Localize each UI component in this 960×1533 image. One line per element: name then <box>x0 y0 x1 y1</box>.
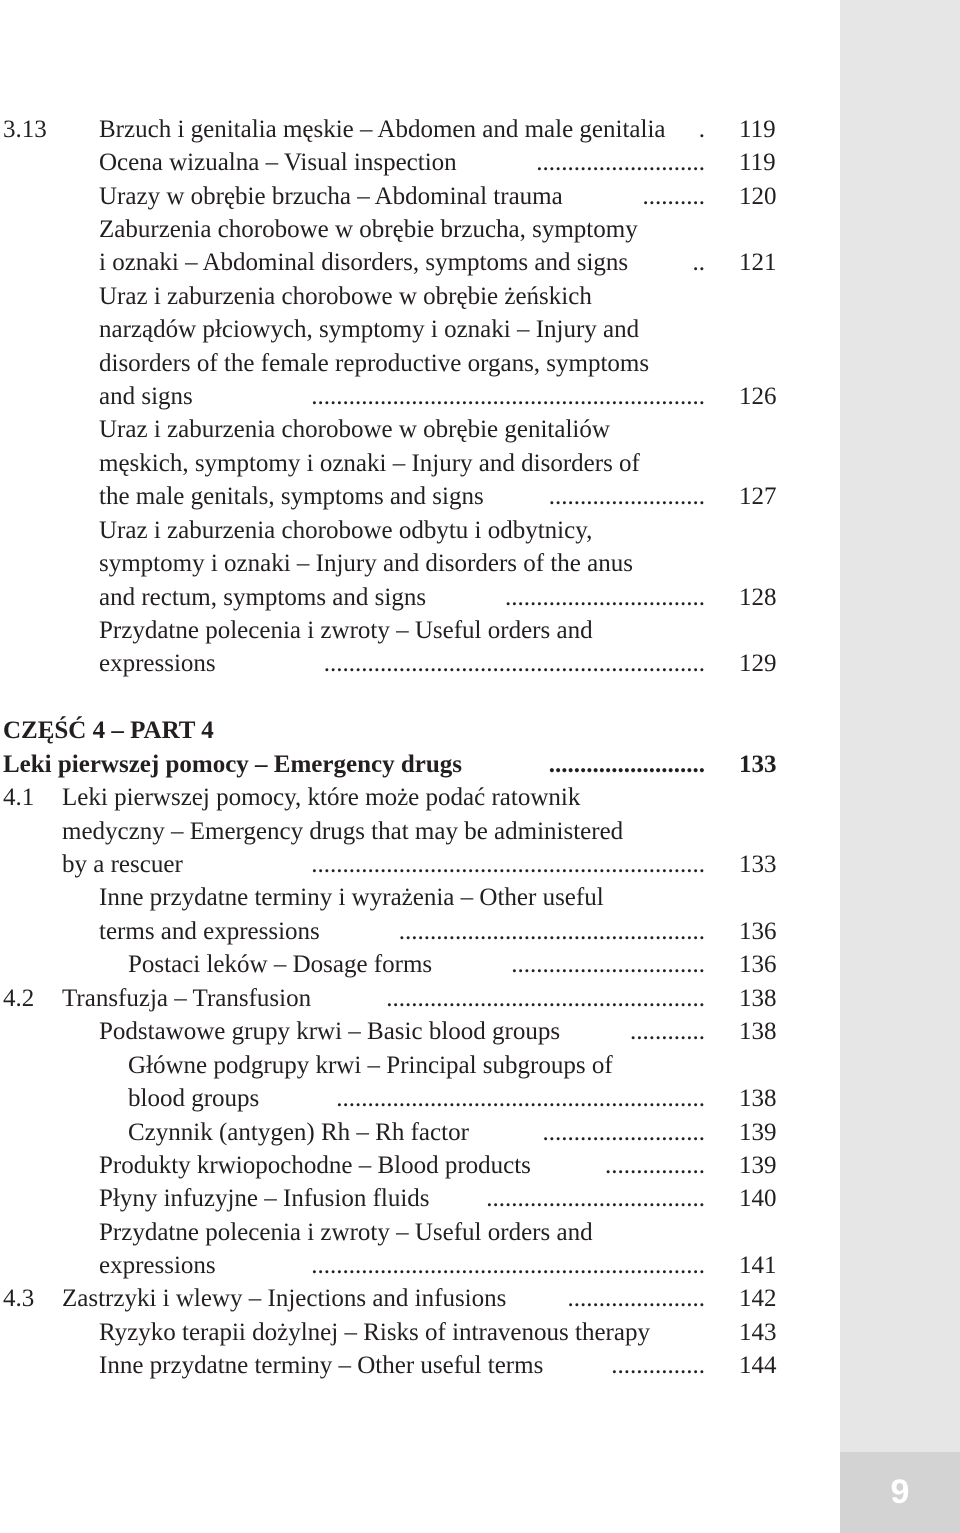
dot-leader: ......................... <box>548 751 705 778</box>
page-ref: 141 <box>739 1252 777 1279</box>
section-number: 4.2 <box>3 985 35 1012</box>
page-ref: 121 <box>739 249 777 276</box>
toc-entry <box>0 213 800 246</box>
dot-leader: ............................... <box>511 951 705 978</box>
toc-entry <box>0 982 800 1015</box>
dot-leader: ................................................. <box>398 918 705 945</box>
dot-leader: . <box>698 116 705 143</box>
section-number: 3.13 <box>3 116 47 143</box>
entry-title: and signs <box>99 383 193 410</box>
dot-leader: ............................................................. <box>323 650 705 677</box>
toc-entry <box>0 781 800 814</box>
entry-title: medyczny – Emergency drugs that may be administered <box>62 818 624 845</box>
section-number: 4.1 <box>3 784 35 811</box>
entry-title: blood groups <box>128 1085 260 1112</box>
page-number: 9 <box>890 1473 910 1511</box>
entry-title: disorders of the female reproductive organs, symptoms <box>99 350 650 377</box>
entry-title: Leki pierwszej pomocy, które może podać ratownik <box>62 784 581 811</box>
toc-entry <box>0 514 800 547</box>
toc-entry <box>0 815 800 848</box>
entry-title: the male genitals, symptoms and signs <box>99 483 484 510</box>
toc-entry <box>0 146 800 179</box>
entry-title: Uraz i zaburzenia chorobowe w obrębie genitaliów <box>99 416 610 443</box>
entry-title: symptomy i oznaki – Injury and disorders of the anus <box>99 550 633 577</box>
entry-title: Inne przydatne terminy i wyrażenia – Other useful <box>99 884 604 911</box>
dot-leader: .. <box>692 249 705 276</box>
dot-leader: ................................... <box>486 1185 705 1212</box>
toc-entry <box>0 547 800 580</box>
entry-title: Płyny infuzyjne – Infusion fluids <box>99 1185 430 1212</box>
page-ref: 143 <box>739 1319 777 1346</box>
toc-entry <box>0 1082 800 1115</box>
dot-leader: ................................................... <box>386 985 705 1012</box>
toc-entry <box>0 447 800 480</box>
entry-title: Ryzyko terapii dożylnej – Risks of intravenous therapy <box>99 1319 650 1346</box>
toc-entry <box>0 1216 800 1249</box>
toc-entry <box>0 1182 800 1215</box>
page-ref: 129 <box>739 650 777 677</box>
entry-title: Uraz i zaburzenia chorobowe w obrębie żeńskich <box>99 283 592 310</box>
entry-title: Brzuch i genitalia męskie – Abdomen and male genitalia <box>99 116 666 143</box>
dot-leader: ........................... <box>536 149 705 176</box>
entry-title: Transfuzja – Transfusion <box>62 985 312 1012</box>
page-ref: 119 <box>739 149 776 176</box>
toc-entry <box>0 246 800 279</box>
entry-title: Leki pierwszej pomocy – Emergency drugs <box>3 751 462 778</box>
dot-leader: .......... <box>642 183 705 210</box>
page-ref: 136 <box>739 918 777 945</box>
toc-entry <box>0 614 800 647</box>
dot-leader: .......................... <box>542 1119 705 1146</box>
toc-entry <box>0 647 800 680</box>
page-ref: 138 <box>739 985 777 1012</box>
toc-entry <box>0 280 800 313</box>
entry-title: expressions <box>99 1252 216 1279</box>
dot-leader: ................ <box>605 1152 705 1179</box>
entry-title: Postaci leków – Dosage forms <box>128 951 433 978</box>
entry-title: Inne przydatne terminy – Other useful terms <box>99 1352 544 1379</box>
section-number: 4.3 <box>3 1285 35 1312</box>
page-ref: 138 <box>739 1018 777 1045</box>
toc-entry <box>0 380 800 413</box>
entry-title: męskich, symptomy i oznaki – Injury and disorders of <box>99 450 640 477</box>
toc-entry <box>0 347 800 380</box>
dot-leader: ......................... <box>548 483 705 510</box>
entry-title: Zastrzyki i wlewy – Injections and infusions <box>62 1285 507 1312</box>
toc-entry <box>0 848 800 881</box>
dot-leader: ............ <box>630 1018 705 1045</box>
toc-entry <box>0 1116 800 1149</box>
page-ref: 126 <box>739 383 777 410</box>
dot-leader: ............................................................... <box>311 1252 705 1279</box>
page-ref: 138 <box>739 1085 777 1112</box>
dot-leader: ................................ <box>505 584 705 611</box>
toc-entry <box>0 1049 800 1082</box>
entry-title: Czynnik (antygen) Rh – Rh factor <box>128 1119 469 1146</box>
dot-leader: ........................................................... <box>336 1085 705 1112</box>
entry-title: Przydatne polecenia i zwroty – Useful orders and <box>99 617 593 644</box>
toc-entry <box>0 1249 800 1282</box>
entry-title: narządów płciowych, symptomy i oznaki – Injury and <box>99 316 640 343</box>
side-margin-band <box>840 0 960 1533</box>
entry-title: Urazy w obrębie brzucha – Abdominal trauma <box>99 183 563 210</box>
toc-entry <box>0 1349 800 1382</box>
page-ref: 133 <box>739 751 777 778</box>
dot-leader: ...................... <box>567 1285 705 1312</box>
toc-entry <box>0 581 800 614</box>
page-number-box <box>840 1452 960 1533</box>
toc-entry <box>0 180 800 213</box>
toc-entry <box>0 1015 800 1048</box>
page-ref: 120 <box>739 183 777 210</box>
entry-title: i oznaki – Abdominal disorders, symptoms and signs <box>99 249 629 276</box>
entry-title: Zaburzenia chorobowe w obrębie brzucha, symptomy <box>99 216 638 243</box>
entry-title: Podstawowe grupy krwi – Basic blood groups <box>99 1018 561 1045</box>
toc-entry <box>0 1316 800 1349</box>
entry-title: Główne podgrupy krwi – Principal subgroups of <box>128 1052 613 1079</box>
page-ref: 133 <box>739 851 777 878</box>
toc-entry <box>0 1149 800 1182</box>
toc-entry <box>0 881 800 914</box>
toc-entry <box>0 113 800 146</box>
dot-leader: ............................................................... <box>311 383 705 410</box>
page-ref: 139 <box>739 1119 777 1146</box>
page-ref: 142 <box>739 1285 777 1312</box>
entry-title: expressions <box>99 650 216 677</box>
toc-entry <box>0 413 800 446</box>
entry-title: Uraz i zaburzenia chorobowe odbytu i odbytnicy, <box>99 517 593 544</box>
page-ref: 136 <box>739 951 777 978</box>
page-ref: 127 <box>739 483 777 510</box>
toc-entry <box>0 480 800 513</box>
entry-title: terms and expressions <box>99 918 320 945</box>
entry-title: Produkty krwiopochodne – Blood products <box>99 1152 531 1179</box>
toc-entry <box>0 948 800 981</box>
dot-leader: ............................................................... <box>311 851 705 878</box>
entry-title: and rectum, symptoms and signs <box>99 584 427 611</box>
dot-leader: ............... <box>611 1352 705 1379</box>
page-ref: 128 <box>739 584 777 611</box>
page-ref: 140 <box>739 1185 777 1212</box>
toc-entry <box>0 313 800 346</box>
page-ref: 139 <box>739 1152 777 1179</box>
toc-entry <box>0 748 800 781</box>
toc-entry <box>0 915 800 948</box>
toc-entry <box>0 1282 800 1315</box>
page-ref: 119 <box>739 116 776 143</box>
entry-title: by a rescuer <box>62 851 183 878</box>
page-ref: 144 <box>739 1352 777 1379</box>
entry-title: Ocena wizualna – Visual inspection <box>99 149 457 176</box>
entry-title: Przydatne polecenia i zwroty – Useful orders and <box>99 1219 593 1246</box>
part-heading: CZĘŚĆ 4 – PART 4 <box>3 717 214 744</box>
